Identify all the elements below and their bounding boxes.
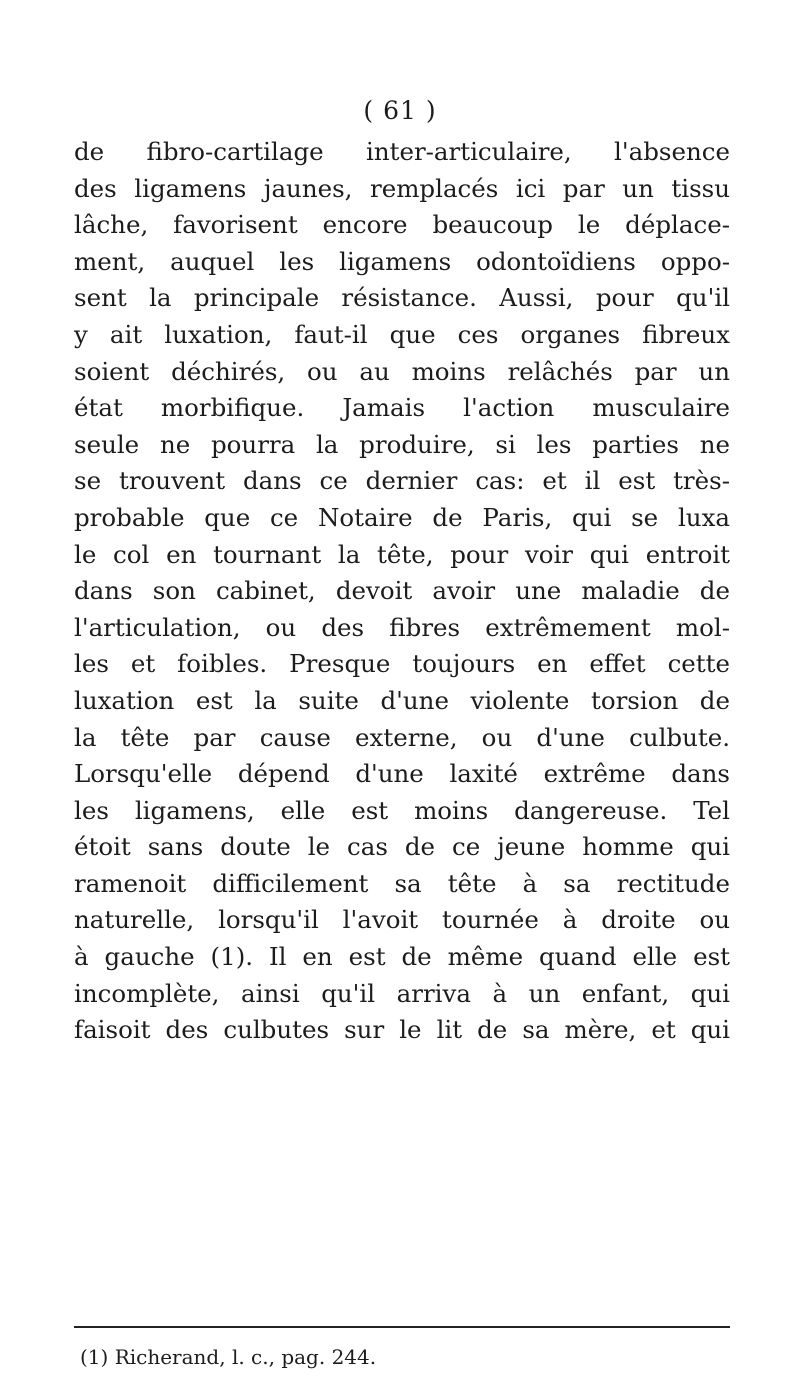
text-line: de fibro-cartilage inter-articulaire, l'absence bbox=[74, 137, 730, 166]
text-line: sent la principale résistance. Aussi, pour qu'il bbox=[74, 283, 730, 313]
text-line: soient déchirés, ou au moins relâchés par un bbox=[74, 356, 730, 386]
text-line: les ligamens, elle est moins dangereuse. Tel bbox=[74, 795, 730, 825]
text-line: probable que ce Notaire de Paris, qui se luxa bbox=[74, 502, 730, 532]
text-line: y ait luxation, faut-il que ces organes fibreux bbox=[74, 319, 730, 349]
text-line: étoit sans doute le cas de ce jeune homme qui bbox=[74, 832, 730, 862]
text-line: lâche, favorisent encore beaucoup le déplace- bbox=[74, 210, 730, 240]
text-line: dans son cabinet, devoit avoir une maladie de bbox=[74, 576, 730, 606]
text-line: ment, auquel les ligamens odontoïdiens oppo- bbox=[74, 246, 730, 276]
text-line: naturelle, lorsqu'il l'avoit tournée à droite ou bbox=[74, 905, 730, 935]
text-line: des ligamens jaunes, remplacés ici par un tissu bbox=[74, 173, 730, 203]
body-text bbox=[74, 134, 730, 1049]
text-line: seule ne pourra la produire, si les parties ne bbox=[74, 429, 730, 459]
text-line: la tête par cause externe, ou d'une culbute. bbox=[74, 722, 730, 752]
text-line: état morbifique. Jamais l'action musculaire bbox=[74, 393, 730, 423]
page-number: ( 61 ) bbox=[363, 96, 437, 125]
text-line: l'articulation, ou des fibres extrêmement mol- bbox=[74, 612, 730, 642]
text-line: incomplète, ainsi qu'il arriva à un enfant, qui bbox=[74, 978, 730, 1008]
text-line: se trouvent dans ce dernier cas: et il est très- bbox=[74, 466, 730, 496]
footnote-rule bbox=[74, 1326, 730, 1328]
text-line: ramenoit difficilement sa tête à sa rectitude bbox=[74, 868, 730, 898]
footnote: (1) Richerand, l. c., pag. 244. bbox=[80, 1345, 377, 1369]
text-line: faisoit des culbutes sur le lit de sa mère, et qui bbox=[74, 1015, 730, 1045]
text-line: luxation est la suite d'une violente torsion de bbox=[74, 685, 730, 715]
text-line: Lorsqu'elle dépend d'une laxité extrême dans bbox=[74, 759, 730, 789]
text-line: le col en tournant la tête, pour voir qui entroit bbox=[74, 539, 730, 569]
text-line: à gauche (1). Il en est de même quand elle est bbox=[74, 942, 730, 972]
text-line: les et foibles. Presque toujours en effet cette bbox=[74, 649, 730, 679]
